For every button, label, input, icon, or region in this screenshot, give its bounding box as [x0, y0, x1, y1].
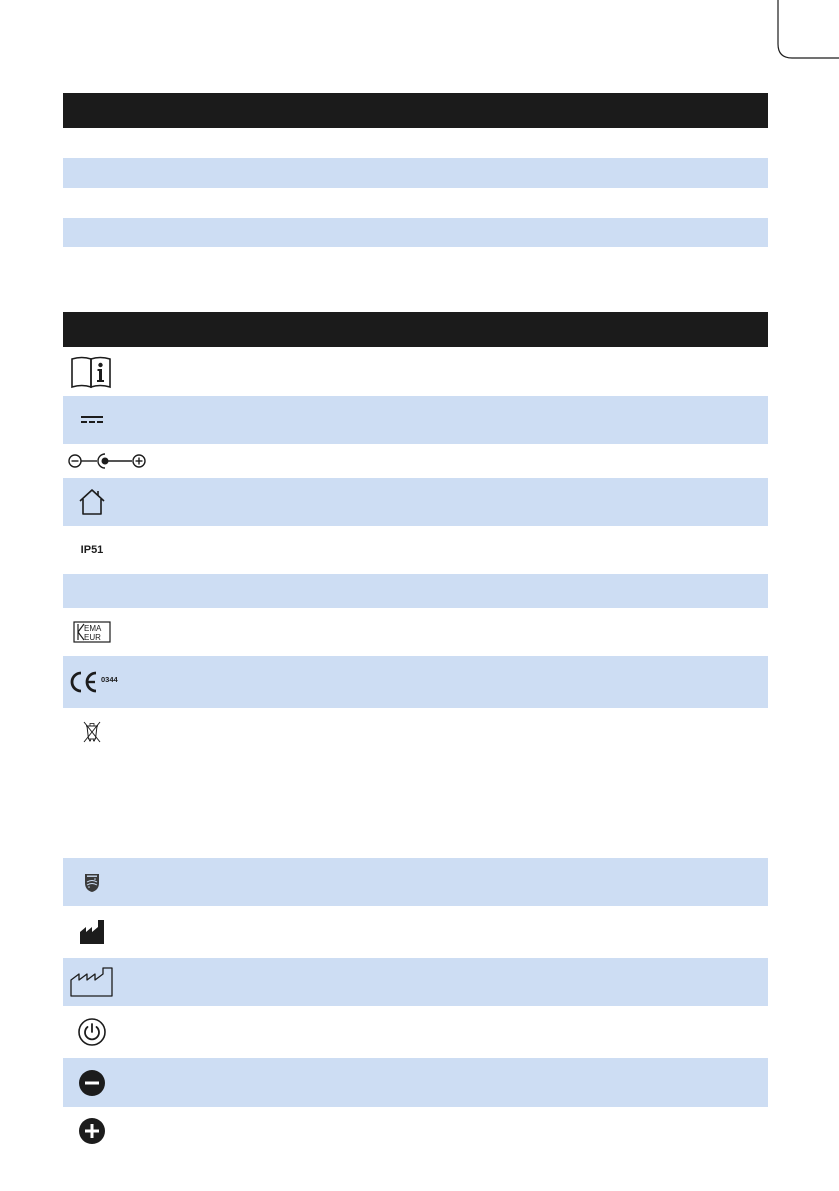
- symbol-row: [63, 1058, 768, 1107]
- symbol-row: [63, 444, 768, 478]
- ce-mark-icon: [67, 656, 139, 708]
- weee-crossed-bin-icon: [67, 708, 117, 756]
- minus-button-icon: [67, 1058, 117, 1107]
- manufacturer-factory-icon: [67, 906, 117, 958]
- table-row: [63, 128, 768, 158]
- symbol-row: [63, 608, 768, 656]
- date-of-manufacture-icon: [67, 958, 117, 1006]
- table-row: [63, 188, 768, 218]
- symbol-row: [63, 858, 768, 906]
- kema-line-2: EUR: [84, 633, 101, 642]
- ip-rating-icon: [67, 526, 117, 574]
- direct-current-icon: [67, 396, 117, 444]
- symbol-row: [63, 574, 768, 608]
- table-row: [63, 218, 768, 247]
- table-header: [63, 312, 768, 347]
- philips-shield-icon: [67, 858, 117, 906]
- symbol-row: [63, 656, 768, 708]
- notified-body-number: 0344: [101, 674, 118, 684]
- plus-button-icon: [67, 1107, 117, 1155]
- symbol-row: [63, 478, 768, 526]
- symbol-row: [63, 526, 768, 574]
- symbol-row: [63, 906, 768, 958]
- symbol-row: [63, 347, 768, 396]
- dc-connector-polarity-icon: [63, 444, 157, 478]
- instructions-for-use-icon: [67, 347, 117, 396]
- indoor-use-house-icon: [67, 478, 117, 526]
- power-button-icon: [67, 1006, 117, 1058]
- ip-rating-code: IP51: [80, 544, 104, 556]
- symbol-row: [63, 708, 768, 858]
- info-table: [63, 93, 768, 247]
- table-row: [63, 158, 768, 188]
- symbol-row: [63, 958, 768, 1006]
- kema-line-1: EMA: [84, 624, 102, 633]
- table-header: [63, 93, 768, 128]
- symbol-row: [63, 1107, 768, 1155]
- symbol-row: [63, 1006, 768, 1058]
- crop-mark: [0, 0, 839, 60]
- symbols-table: [63, 312, 768, 1155]
- kema-keur-icon: [67, 608, 117, 656]
- symbol-row: [63, 396, 768, 444]
